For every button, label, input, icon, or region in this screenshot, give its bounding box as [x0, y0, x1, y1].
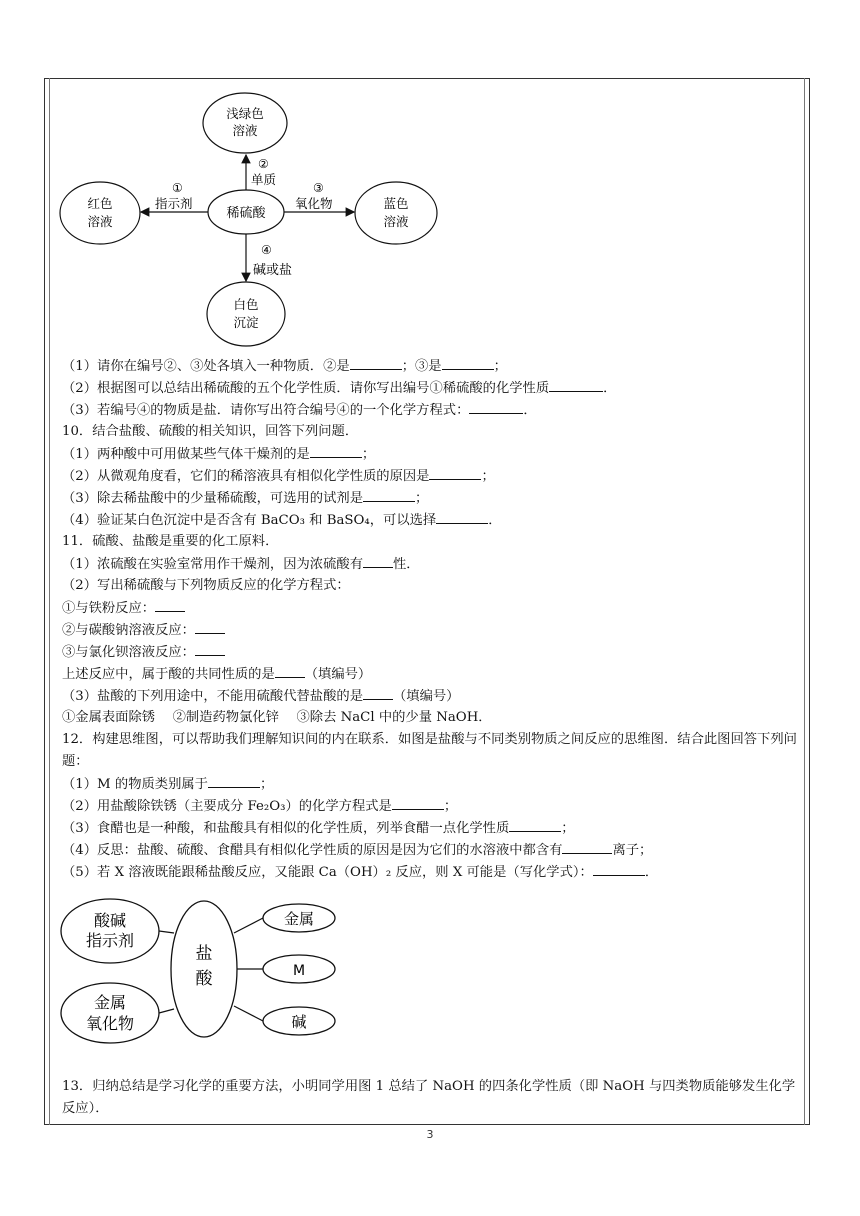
- q10-part4-text-b: ．: [488, 513, 502, 528]
- q12-part4-text: （4）反思：盐酸、硫酸、食醋具有相似化学性质的原因是因为它们的水溶液中都含有: [62, 843, 563, 858]
- answer-blank: [195, 619, 225, 634]
- q9-part1-text-b: ；③是: [401, 359, 442, 374]
- top-node-line1: 浅绿色: [226, 106, 264, 121]
- right-node-line1: 蓝色: [383, 196, 409, 211]
- sulfuric-acid-diagram: [55, 86, 455, 356]
- answer-blank: [469, 399, 523, 414]
- answer-blank: [350, 355, 402, 370]
- q13-text: 13．归纳总结是学习化学的重要方法，小明同学用图 1 总结了 NaOH 的四条化学性质（即 NaOH 与四类物质能够发生化学反应）．: [62, 1079, 796, 1116]
- q9-part3-text-b: ．: [523, 403, 537, 418]
- q12-part5-text-b: ．: [644, 865, 659, 880]
- edge-right-label: 氧化物: [295, 196, 333, 211]
- answer-blank: [363, 553, 393, 568]
- q9-part2: [62, 377, 802, 400]
- page-number: 3: [426, 1128, 434, 1141]
- q11-part1-text-b: 性．: [393, 557, 420, 572]
- answer-blank: [363, 487, 415, 502]
- connector-right-bottom: [234, 1006, 263, 1021]
- edge-right-num: ③: [313, 181, 324, 195]
- q12-part4-text-b: 离子；: [612, 843, 653, 858]
- q12-part3: [62, 817, 802, 840]
- q11-part2: （2）写出稀硫酸与下列物质反应的化学方程式：: [62, 578, 350, 593]
- answer-blank: [155, 597, 185, 612]
- edge-top-label: 单质: [251, 172, 277, 187]
- q12-part5: [62, 861, 802, 884]
- q12-part2: [62, 795, 802, 818]
- q12-title: 12．构建思维图，可以帮助我们理解知识间的内在联系．如图是盐酸与不同类别物质之间反应的思维图．结合此图回答下列问题：: [62, 732, 797, 769]
- q11-uses: ①金属表面除锈 ②制造药物氯化锌 ③除去 NaCl 中的少量 NaOH．: [62, 710, 492, 725]
- q10-part2: [62, 465, 802, 488]
- q10-part1: [62, 443, 802, 466]
- left-top-line2: 指示剂: [85, 931, 135, 950]
- q12-part3-text: （3）食醋也是一种酸，和盐酸具有相似的化学性质，列举食醋一点化学性质: [62, 821, 510, 836]
- right-mid-label: M: [292, 963, 306, 979]
- frame-inner-left-border: [49, 78, 50, 1125]
- q11-part3: [62, 685, 802, 708]
- connector-left-bottom: [159, 1009, 174, 1013]
- q9-part1: [62, 355, 802, 378]
- right-node: [355, 182, 437, 244]
- q9-part3: [62, 399, 802, 422]
- answer-blank: [429, 465, 481, 480]
- answer-blank: [363, 685, 393, 700]
- right-node-line2: 溶液: [383, 214, 409, 229]
- bottom-node-line2: 沉淀: [233, 315, 259, 330]
- q11-part3-text: （3）盐酸的下列用途中，不能用硫酸代替盐酸的是: [62, 689, 363, 704]
- q11-reaction2: [62, 619, 802, 642]
- q10-part4-text: （4）验证某白色沉淀中是否含有 BaCO₃ 和 BaSO₄，可以选择: [62, 513, 437, 528]
- q10-part1-text: （1）两种酸中可用做某些气体干燥剂的是: [62, 447, 310, 462]
- q12-part5-text: （5）若 X 溶液既能跟稀盐酸反应，又能跟 Ca（OH）₂ 反应，则 X 可能是（写化学式）：: [62, 865, 593, 880]
- right-top-label: 金属: [283, 910, 315, 928]
- answer-blank: [436, 509, 488, 524]
- answer-blank: [549, 377, 603, 392]
- right-bottom-label: 碱: [291, 1013, 307, 1031]
- q10-part3-text-b: ；: [415, 491, 429, 506]
- q12-part2-text-b: ；: [443, 799, 458, 814]
- q11-common: [62, 663, 802, 686]
- left-node: [60, 182, 140, 244]
- answer-blank: [442, 355, 494, 370]
- frame-inner-right-border: [804, 78, 805, 1125]
- left-bottom-line1: 金属: [93, 993, 127, 1012]
- top-node-line2: 溶液: [232, 123, 258, 138]
- q11-reaction1: [62, 597, 802, 620]
- q10-part3-text: （3）除去稀盐酸中的少量稀硫酸，可选用的试剂是: [62, 491, 363, 506]
- q9-part1-text-c: ；: [493, 359, 507, 374]
- q11-reaction3: [62, 641, 802, 664]
- q9-part3-text: （3）若编号④的物质是盐．请你写出符合编号④的一个化学方程式：: [62, 403, 470, 418]
- q12-part1-text-b: ；: [259, 777, 274, 792]
- answer-blank: [593, 861, 645, 876]
- q10-part2-text-b: ；: [481, 469, 495, 484]
- left-node-line1: 红色: [87, 196, 113, 211]
- q10-part1-text-b: ；: [361, 447, 376, 462]
- left-bottom-node: [61, 983, 159, 1043]
- edge-top-num: ②: [258, 157, 269, 171]
- bottom-node-line1: 白色: [233, 297, 259, 312]
- answer-blank: [275, 663, 305, 678]
- bottom-node: [207, 282, 285, 346]
- answer-blank: [310, 443, 362, 458]
- q11-part1-text: （1）浓硫酸在实验室常用作干燥剂，因为浓硫酸有: [62, 557, 363, 572]
- q12-part1: [62, 773, 802, 796]
- left-bottom-line2: 氧化物: [85, 1014, 135, 1033]
- edge-left-label: 指示剂: [155, 196, 193, 211]
- q9-part2-text: （2）根据图可以总结出稀硫酸的五个化学性质．请你写出编号①稀硫酸的化学性质: [62, 381, 550, 396]
- left-node-line2: 溶液: [87, 214, 113, 229]
- q11-title: 11．硫酸、盐酸是重要的化工原料．: [62, 534, 279, 549]
- q11-part3-text-b: （填编号）: [393, 689, 460, 704]
- q12-part1-text: （1）M 的物质类别属于: [62, 777, 208, 792]
- q10-title: 10．结合盐酸、硫酸的相关知识，回答下列问题．: [62, 424, 359, 439]
- hydrochloric-acid-mindmap: [58, 896, 358, 1056]
- answer-blank: [509, 817, 561, 832]
- q11-reaction2-text: ②与碳酸钠溶液反应：: [62, 623, 195, 638]
- q12-part2-text: （2）用盐酸除铁锈（主要成分 Fe₂O₃）的化学方程式是: [62, 799, 392, 814]
- q11-part1: [62, 553, 802, 576]
- center-node-label: 稀硫酸: [226, 206, 266, 221]
- answer-blank: [392, 795, 444, 810]
- q10-part2-text: （2）从微观角度看，它们的稀溶液具有相似化学性质的原因是: [62, 469, 430, 484]
- q12-part3-text-b: ；: [561, 821, 575, 836]
- q11-common-text: 上述反应中，属于酸的共同性质的是: [62, 667, 275, 682]
- edge-bottom-label: 碱或盐: [253, 263, 293, 278]
- edge-bottom-num: ④: [261, 243, 272, 257]
- answer-blank: [562, 839, 612, 854]
- q10-part4: [62, 509, 802, 532]
- connector-left-top: [159, 931, 174, 933]
- center-char2: 酸: [195, 969, 213, 989]
- answer-blank: [208, 773, 260, 788]
- connector-right-top: [234, 918, 263, 933]
- q11-reaction1-text: ①与铁粉反应：: [62, 601, 156, 616]
- q12-part4: [62, 839, 802, 862]
- q11-common-text-b: （填编号）: [304, 667, 372, 682]
- q11-reaction3-text: ③与氯化钡溶液反应：: [62, 645, 195, 660]
- edge-left-num: ①: [172, 181, 183, 195]
- q9-part2-text-b: ．: [603, 381, 617, 396]
- center-char1: 盐: [195, 944, 213, 964]
- answer-blank: [195, 641, 225, 656]
- q9-part1-text: （1）请你在编号②、③处各填入一种物质．②是: [62, 359, 350, 374]
- q10-part3: [62, 487, 802, 510]
- left-top-line1: 酸碱: [93, 911, 127, 930]
